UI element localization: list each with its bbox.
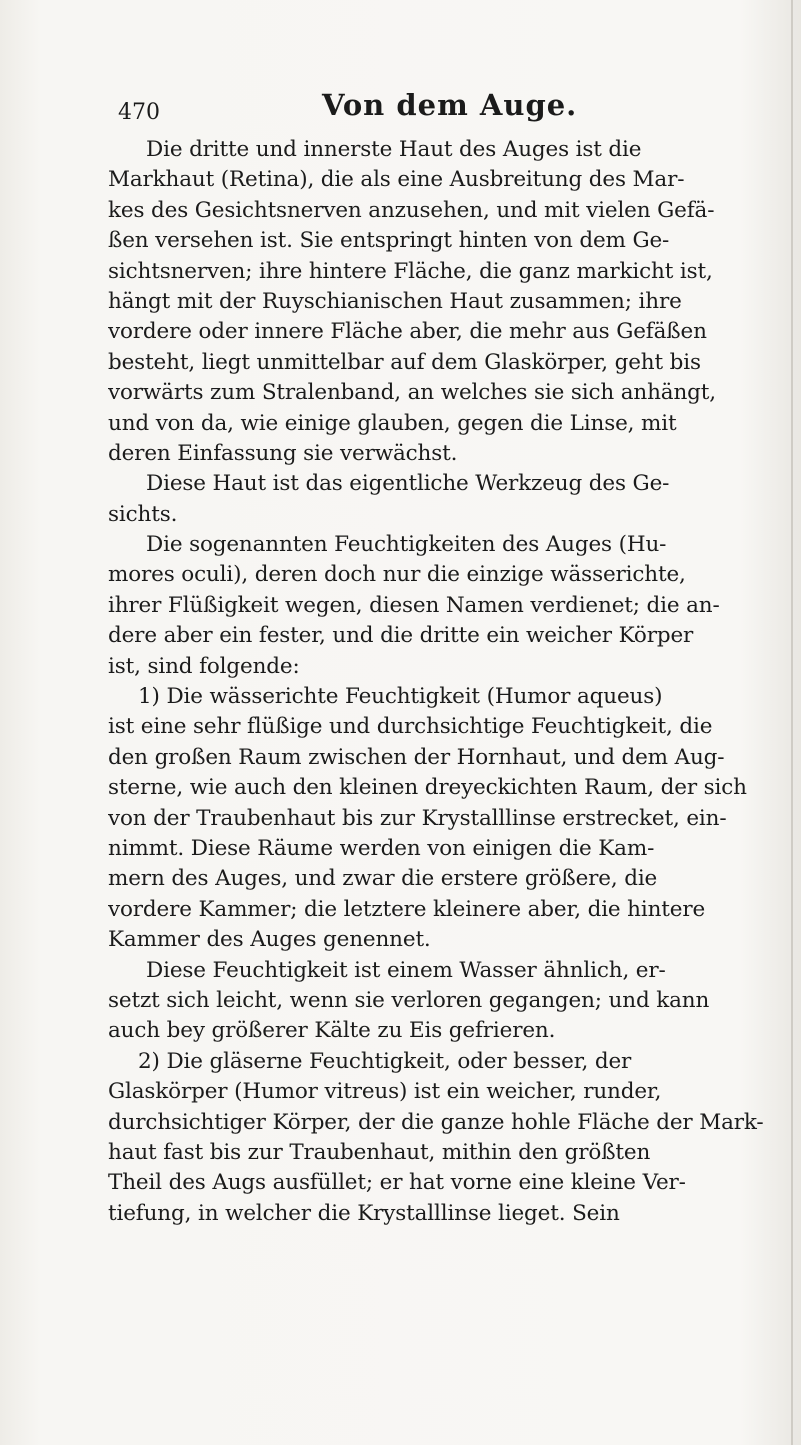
text-line: durchsichtiger Körper, der die ganze hohle Fläche der Mark- xyxy=(108,1109,764,1135)
text-line: Kammer des Auges genennet. xyxy=(108,927,431,953)
text-line: 2) Die gläserne Feuchtigkeit, oder besser, der xyxy=(138,1048,632,1074)
text-line: Die dritte und innerste Haut des Auges ist die xyxy=(146,137,642,162)
text-line: deren Einfassung sie verwächst. xyxy=(108,440,458,466)
text-line: ßen versehen ist. Sie entspringt hinten von dem Ge- xyxy=(108,228,670,254)
text-line: 1) Die wässerichte Feuchtigkeit (Humor aqueus) xyxy=(138,684,663,710)
text-line: den großen Raum zwischen der Hornhaut, und dem Aug- xyxy=(108,744,725,770)
text-line: Markhaut (Retina), die als eine Ausbreitung des Mar- xyxy=(108,167,685,193)
text-line: Theil des Augs ausfüllet; er hat vorne eine kleine Ver- xyxy=(108,1170,686,1196)
text-line: mern des Auges, und zwar die erstere größere, die xyxy=(108,866,658,892)
text-line: sichts. xyxy=(108,501,178,527)
text-line: von der Traubenhaut bis zur Krystalllinse erstrecket, ein- xyxy=(108,805,727,831)
text-line: Glaskörper (Humor vitreus) ist ein weicher, runder, xyxy=(108,1079,662,1105)
text-line: vordere oder innere Fläche aber, die mehr aus Gefäßen xyxy=(108,319,707,345)
text-line: auch bey größerer Kälte zu Eis gefrieren. xyxy=(108,1018,556,1044)
text-line: mores oculi), deren doch nur die einzige wässerichte, xyxy=(108,562,686,588)
text-line: und von da, wie einige glauben, gegen die Linse, mit xyxy=(108,410,677,436)
page-header xyxy=(0,86,801,126)
text-line: vordere Kammer; die letztere kleinere aber, die hintere xyxy=(108,896,706,922)
page-edge xyxy=(791,0,793,1445)
text-line: sichtsnerven; ihre hintere Fläche, die ganz markicht ist, xyxy=(108,258,713,284)
text-line: haut fast bis zur Traubenhaut, mithin den größten xyxy=(108,1139,651,1165)
text-line: Diese Feuchtigkeit ist einem Wasser ähnlich, er- xyxy=(146,957,666,983)
text-line: kes des Gesichtsnerven anzusehen, und mit vielen Gefä- xyxy=(108,197,715,223)
text-line: sterne, wie auch den kleinen dreyeckichten Raum, der sich xyxy=(108,775,747,801)
running-title: Von dem Auge. xyxy=(322,88,578,122)
text-line: nimmt. Diese Räume werden von einigen die Kam- xyxy=(108,835,655,861)
text-line: hängt mit der Ruyschianischen Haut zusammen; ihre xyxy=(108,288,682,314)
text-line: dere aber ein fester, und die dritte ein weicher Körper xyxy=(108,623,694,649)
page-number: 470 xyxy=(118,100,160,125)
text-line: besteht, liegt unmittelbar auf dem Glaskörper, geht bis xyxy=(108,349,701,375)
text-line: vorwärts zum Stralenband, an welches sie sich anhängt, xyxy=(108,380,716,406)
text-line: Die sogenannten Feuchtigkeiten des Auges (Hu- xyxy=(146,532,667,558)
text-line: Diese Haut ist das eigentliche Werkzeug des Ge- xyxy=(146,471,670,497)
text-line: tiefung, in welcher die Krystalllinse lieget. Sein xyxy=(108,1200,620,1226)
text-line: ihrer Flüßigkeit wegen, diesen Namen verdienet; die an- xyxy=(108,592,720,618)
text-line: ist eine sehr flüßige und durchsichtige Feuchtigkeit, die xyxy=(108,714,713,740)
text-line: ist, sind folgende: xyxy=(108,653,300,679)
text-line: setzt sich leicht, wenn sie verloren gegangen; und kann xyxy=(108,987,710,1013)
body-text xyxy=(108,135,776,1229)
